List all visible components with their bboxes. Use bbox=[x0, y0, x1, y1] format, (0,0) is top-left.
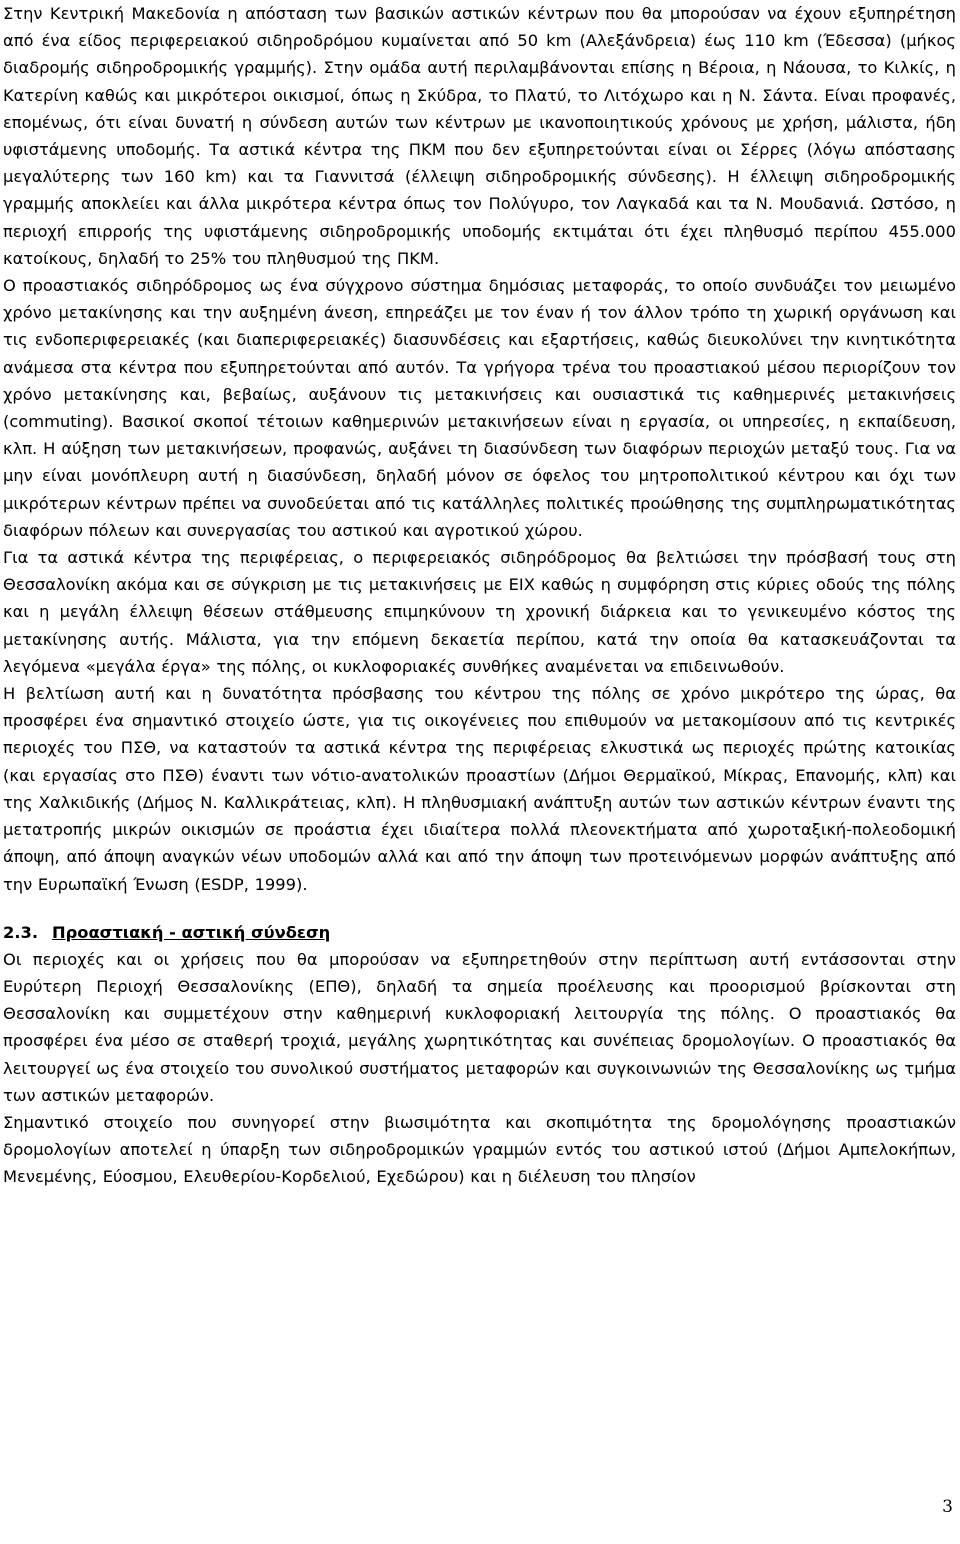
page-number: 3 bbox=[942, 1497, 953, 1517]
paragraph-service-areas: Οι περιοχές και οι χρήσεις που θα μπορούσαν να εξυπηρετηθούν στην περίπτωση αυτή εντάσσονται στην Ευρύτερη Περιοχή Θεσσαλονίκης (ΕΠΘ), δηλαδή τα σημεία προέλευσης και προορισμού βρίσκονται στη Θεσσαλονίκη και συμμετέχουν στην καθημερινή κυκλοφοριακή λειτουργία της πόλης. Ο προαστιακός θα προσφέρει ένα μέσο σε σταθερή τροχιά, μεγάλης χωρητικότητας και συνέπειας δρομολογίων. Ο προαστιακός θα λειτουργεί ως ένα στοιχείο του συνολικού συστήματος μεταφορών και συγκοινωνιών της Θεσσαλονίκης ως τμήμα των αστικών μεταφορών. bbox=[3, 949, 956, 1105]
section-number: 2.3. bbox=[3, 922, 39, 942]
section-heading bbox=[3, 919, 956, 946]
paragraph-city-center-access: Η βελτίωση αυτή και η δυνατότητα πρόσβασης του κέντρου της πόλης σε χρόνο μικρότερο της ώρας, θα προσφέρει ένα σημαντικό στοιχείο ώστε, για τις οικογένειες που επιθυμούν να μετακομίσουν από τις κεντρικές περιοχές του ΠΣΘ, να καταστούν τα αστικά κέντρα της περιφέρειας ελκυστικά ως περιοχές πρώτης κατοικίας (και εργασίας στο ΠΣΘ) έναντι των νότιο-ανατολικών προαστίων (Δήμοι Θερμαϊκού, Μίκρας, Επανομής, κλπ) και της Χαλκιδικής (Δήμος Ν. Καλλικράτειας, κλπ). Η πληθυσμιακή ανάπτυξη αυτών των αστικών κέντρων έναντι της μετατροπής μικρών οικισμών σε προάστια έχει ιδιαίτερα πολλά πλεονεκτήματα από χωροταξική-πολεοδομική άποψη, από άποψη αναγκών νέων υποδομών αλλά και από την άποψη των προτεινόμενων μορφών ανάπτυξης από την Ευρωπαϊκή Ένωση (ESDP, 1999). bbox=[3, 684, 956, 894]
paragraph-suburban-railway: Ο προαστιακός σιδηρόδρομος ως ένα σύγχρονο σύστημα δημόσιας μεταφοράς, το οποίο συνδυάζει τον μειωμένο χρόνο μετακίνησης και την αυξημένη άνεση, επηρεάζει με τον έναν ή τον άλλον τρόπο τη χωρική οργάνωση και τις ενδοπεριφερειακές (και διαπεριφερειακές) διασυνδέσεις και εξαρτήσεις, καθώς διευκολύνει την κινητικότητα ανάμεσα στα κέντρα που εξυπηρετούνται από αυτόν. Τα γρήγορα τρένα του προαστιακού μέσου περιορίζουν τον χρόνο μετακίνησης και, βεβαίως, αυξάνουν τις μετακινήσεις και ουσιαστικά τις καθημερινές μετακινήσεις (commuting). Βασικοί σκοποί τέτοιων καθημερινών μετακινήσεων είναι η εργασία, οι υπηρεσίες, η εκπαίδευση, κλπ. Η αύξηση των μετακινήσεων, προφανώς, αυξάνει τη διασύνδεση των διαφόρων περιοχών μεταξύ τους. Για να μην είναι μονόπλευρη αυτή η διασύνδεση, δηλαδή μόνον σε όφελος του μητροπολιτικού κέντρου και όχι των μικρότερων κέντρων πρέπει να συνοδεύεται από τις κατάλληλες πολιτικές προώθησης της συμπληρωματικότητας διαφόρων πόλεων και συνεργασίας του αστικού και αγροτικού χώρου. bbox=[3, 276, 956, 540]
paragraph-viability: Σημαντικό στοιχείο που συνηγορεί στην βιωσιμότητα και σκοπιμότητα της δρομολόγησης προαστιακών δρομολογίων αποτελεί η ύπαρξη των σιδηροδρομικών γραμμών εντός του αστικού ιστού (Δήμοι Αμπελοκήπων, Μενεμένης, Εύοσμου, Ελευθερίου-Κορδελιού, Εχεδώρου) και η διέλευση του πλησίον bbox=[3, 1112, 956, 1187]
paragraph-regional-centers: Στην Κεντρική Μακεδονία η απόσταση των βασικών αστικών κέντρων που θα μπορούσαν να έχουν εξυπηρέτηση από ένα είδος περιφερειακού σιδηροδρόμου κυμαίνεται από 50 km (Αλεξάνδρεια) έως 110 km (Έδεσσα) (μήκος διαδρομής σιδηροδρομικής γραμμής). Στην ομάδα αυτή περιλαμβάνονται επίσης η Βέροια, η Νάουσα, το Κιλκίς, η Κατερίνη καθώς και μικρότεροι οικισμοί, όπως η Σκύδρα, το Πλατύ, το Λιτόχωρο και η Ν. Σάντα. Είναι προφανές, επομένως, ότι είναι δυνατή η σύνδεση αυτών των κέντρων με ικανοποιητικούς χρόνους με χρήση, μάλιστα, ήδη υφιστάμενης υποδομής. Τα αστικά κέντρα της ΠΚΜ που δεν εξυπηρετούνται είναι οι Σέρρες (λόγω απόστασης μεγαλύτερης των 160 km) και τα Γιαννιτσά (έλλειψη σιδηροδρομικής σύνδεσης). Η έλλειψη σιδηροδρομικής γραμμής αποκλείει και άλλα μικρότερα κέντρα όπως τον Πολύγυρο, τον Λαγκαδά και τα Ν. Μουδανιά. Ωστόσο, η περιοχή επιρροής της υφιστάμενης σιδηροδρομικής υποδομής εκτιμάται ότι έχει πληθυσμό περίπου 455.000 κατοίκους, δηλαδή το 25% του πληθυσμού της ΠΚΜ. bbox=[3, 4, 956, 268]
paragraph-regional-access: Για τα αστικά κέντρα της περιφέρειας, ο περιφερειακός σιδηρόδρομος θα βελτιώσει την πρόσβασή τους στη Θεσσαλονίκη ακόμα και σε σύγκριση με τις μετακινήσεις με ΕΙΧ καθώς η συμφόρηση στις κύριες οδούς της πόλης και η μεγάλη έλλειψη θέσεων στάθμευσης επιμηκύνουν τη χρονική διάρκεια και το γενικευμένο κόστος της μετακίνησης αυτής. Μάλιστα, για την επόμενη δεκαετία περίπου, κατά την οποία θα κατασκευάζονται τα λεγόμενα «μεγάλα έργα» της πόλης, οι κυκλοφοριακές συνθήκες αναμένεται να επιδεινωθούν. bbox=[3, 548, 956, 676]
section-title: Προαστιακή - αστική σύνδεση bbox=[52, 922, 331, 942]
